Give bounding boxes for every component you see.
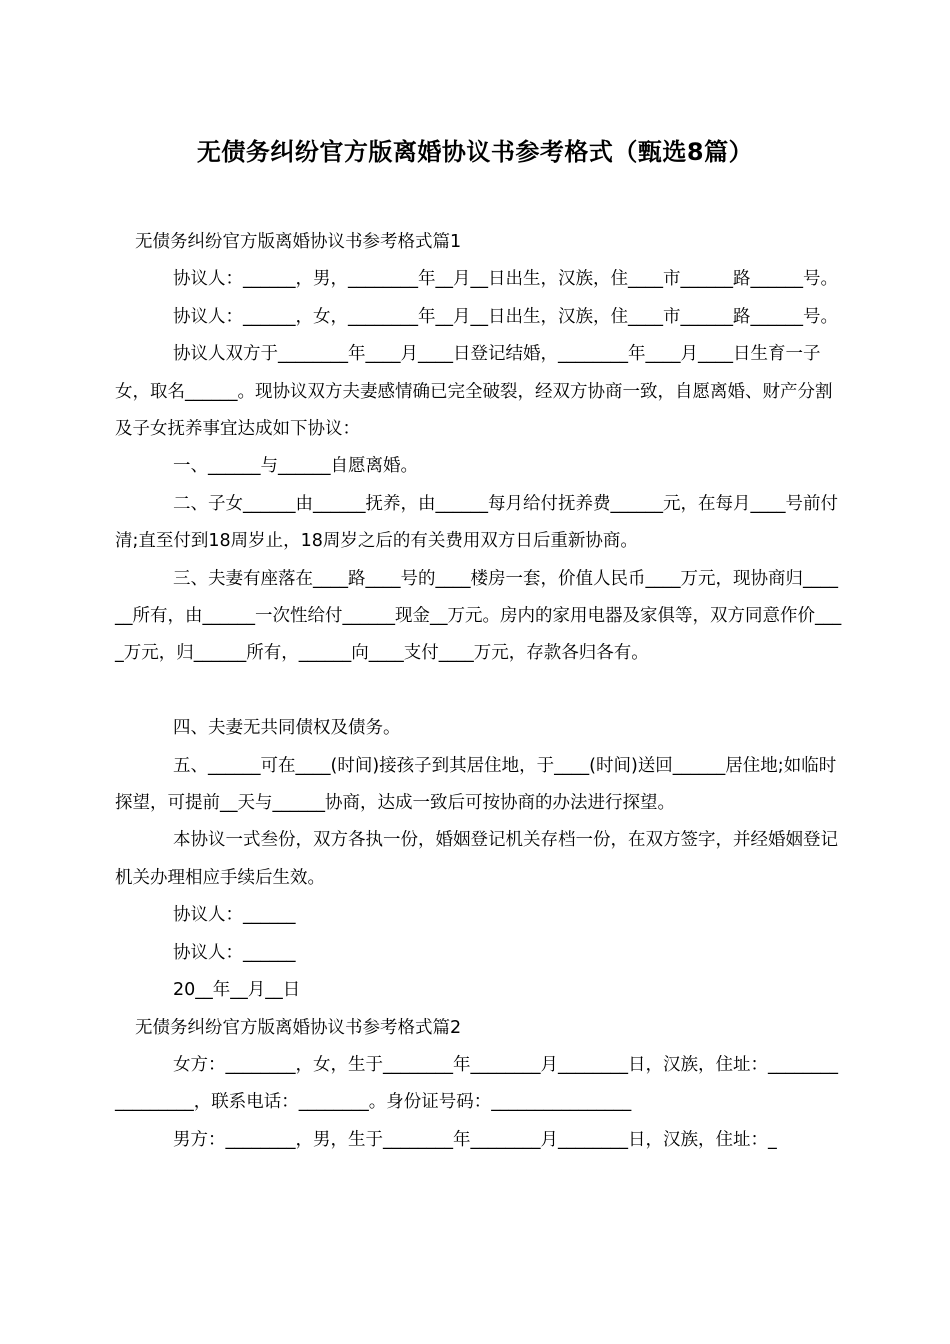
paragraph-spacer (115, 673, 845, 710)
signature-line-1: 协议人：______ (173, 905, 296, 926)
woman-party-line: 女方：________，女，生于________年________月________日，汉族，住址：_________________，联系电话：________。身份证号码：________________ (115, 1054, 838, 1113)
signature-line-2: 协议人：______ (173, 942, 296, 963)
clause-1: 一、______与______自愿离婚。 (173, 456, 418, 477)
clause-3: 三、夫妻有座落在____路____号的____楼房一套，价值人民币____万元，现协商归______所有，由______一次性给付______现金__万元。房内的家用电器及家俱等，双方同意作价____万元，归______所有，______向____支付____万元，存款各归各有。 (115, 568, 842, 664)
document-title: 无债务纠纷官方版离婚协议书参考格式（甄选8篇） (196, 138, 754, 166)
closing-paragraph: 本协议一式叁份，双方各执一份，婚姻登记机关存档一份，在双方签字，并经婚姻登记机关办理相应手续后生效。 (115, 830, 838, 888)
section-1-heading: 无债务纠纷官方版离婚协议书参考格式篇1 (135, 232, 462, 252)
clause-4: 四、夫妻无共同债权及债务。 (173, 718, 401, 739)
agreement-intro: 协议人双方于________年____月____日登记结婚，________年____月____日生育一子女，取名______。现协议双方夫妻感情确已完全破裂，经双方协商一致，自愿离婚、财产分割及子女抚养事宜达成如下协议： (115, 344, 833, 440)
clause-5: 五、______可在____(时间)接孩子到其居住地，于____(时间)送回______居住地;如临时探望，可提前__天与______协商，达成一致后可按协商的办法进行探望。 (115, 755, 837, 814)
party-1-line: 协议人：______，男，________年__月__日出生，汉族，住____市______路______号。 (173, 269, 838, 290)
man-party-line: 男方：________，男，生于________年________月________日，汉族，住址：_ (173, 1129, 777, 1150)
date-line: 20__年__月__日 (173, 980, 301, 1001)
party-2-line: 协议人：______，女，________年__月__日出生，汉族，住____市______路______号。 (173, 306, 838, 327)
document-body (115, 224, 845, 1159)
section-2-heading: 无债务纠纷官方版离婚协议书参考格式篇2 (135, 1017, 462, 1038)
clause-2: 二、子女______由______抚养，由______每月给付抚养费______元，在每月____号前付清;直至付到18周岁止，18周岁之后的有关费用双方日后重新协商。 (115, 493, 838, 552)
